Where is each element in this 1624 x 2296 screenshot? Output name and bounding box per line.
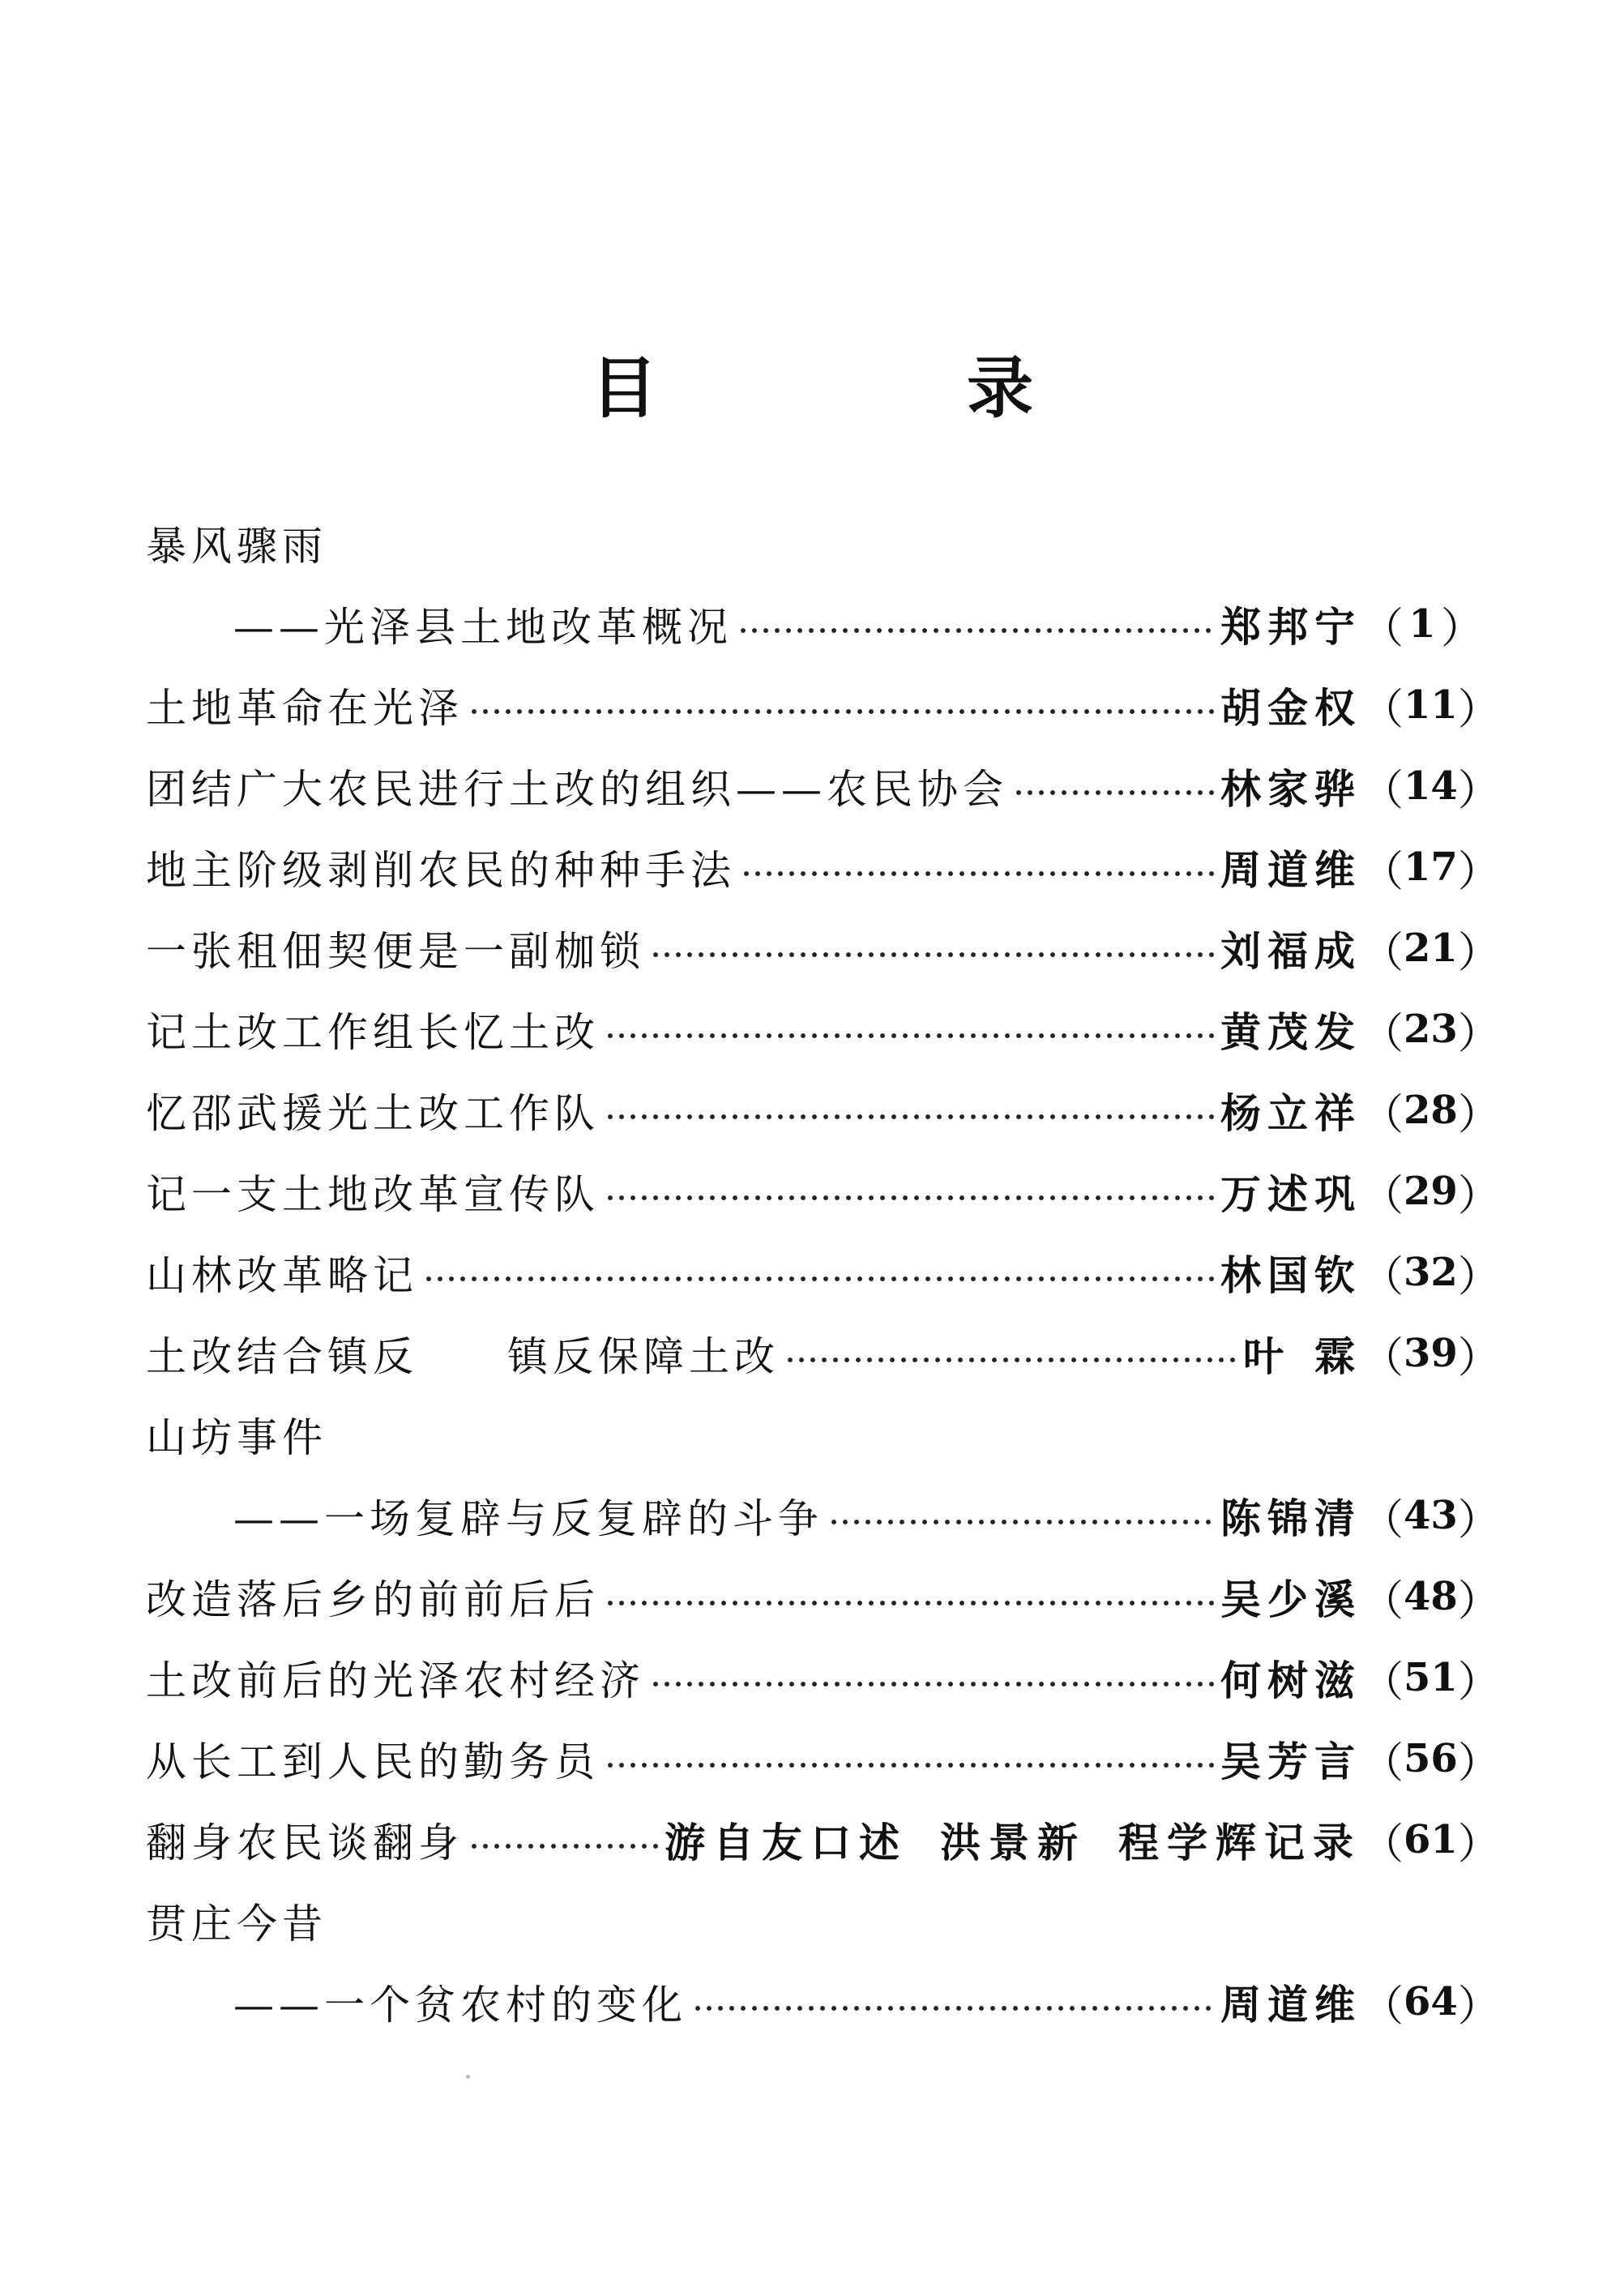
toc-entry[interactable] [146,1151,1500,1232]
toc-entry-page: （ 17 ） [1361,844,1500,896]
leader-dots [605,1193,1216,1203]
toc-entry[interactable] [146,1070,1500,1151]
toc-heading-title: 山坊事件 [146,1414,327,1461]
toc-entry-author: 周道维 [1220,1981,1361,2029]
toc-heading-title: 贯庄今昔 [146,1901,327,1948]
toc-entry-title: 一张租佃契便是一副枷锁 [146,928,645,975]
toc-entry-page: （ 39 ） [1361,1331,1500,1383]
toc-entry-title: 土改结合镇反 镇反保障土改 [146,1333,780,1380]
toc-entry-page: （ 1 ） [1361,601,1483,653]
toc-entry-author: 陈锦清 [1220,1494,1361,1542]
toc-entry-title: 山林改革略记 [146,1252,418,1299]
toc-entry-author: 杨立祥 [1220,1089,1361,1137]
leader-dots [741,869,1216,879]
toc-entry-title: ——光泽县土地改革概况 [233,604,733,651]
toc-entry[interactable] [146,1556,1500,1637]
toc-entry-page: （ 29 ） [1361,1169,1500,1221]
toc-heading-title: 暴风骤雨 [146,523,327,570]
toc-entry-title: 记土改工作组长忆土改 [146,1009,600,1056]
toc-heading [146,502,1483,584]
toc-entry-page: （ 56 ） [1361,1736,1500,1788]
toc-entry-page: （ 23 ） [1361,1007,1500,1058]
toc-entry-page: （ 51 ） [1361,1655,1500,1707]
toc-entry[interactable] [146,827,1500,908]
toc-entry[interactable] [146,1799,1500,1880]
toc-entry-title: 地主阶级剥削农民的种种手法 [146,847,736,894]
toc-entry-title: 改造落后乡的前前后后 [146,1576,600,1623]
toc-heading [146,1394,1483,1475]
toc-entry-title: 忆邵武援光土改工作队 [146,1090,600,1137]
toc-entry[interactable] [146,1718,1500,1799]
leader-dots [650,1679,1216,1689]
leader-dots [784,1355,1238,1365]
toc-entry-page: （ 43 ） [1361,1493,1500,1545]
toc-entry-title: 土改前后的光泽农村经济 [146,1657,645,1704]
scan-speck [466,2075,470,2079]
toc-entry[interactable] [146,989,1500,1070]
toc-entry-author: 刘福成 [1220,927,1361,975]
leader-dots [605,1031,1216,1041]
toc-entry-page: （ 14 ） [1361,763,1500,815]
leader-dots [828,1517,1216,1527]
table-of-contents [146,502,1500,2042]
toc-entry-author: 胡金权 [1220,684,1361,732]
toc-entry-page: （ 61 ） [1361,1817,1500,1869]
toc-entry-page: （ 21 ） [1361,926,1500,977]
leader-dots [468,707,1216,716]
toc-entry-author: 林家骅 [1220,765,1361,813]
toc-entry-title: 从长工到人民的勤务员 [146,1738,600,1785]
leader-dots [423,1274,1216,1284]
toc-entry-page: （ 32 ） [1361,1250,1500,1302]
toc-entry-author: 何树滋 [1220,1657,1361,1704]
leader-dots [605,1598,1216,1608]
toc-entry-page: （ 64 ） [1361,1979,1500,2031]
toc-entry[interactable] [146,1313,1500,1394]
toc-entry[interactable] [146,746,1500,827]
toc-entry[interactable] [146,665,1500,746]
toc-entry-page: （ 48 ） [1361,1574,1500,1626]
toc-entry-author: 林国钦 [1220,1251,1361,1299]
toc-entry-page: （ 28 ） [1361,1088,1500,1139]
leader-dots [650,950,1216,960]
toc-entry-title: 翻身农民谈翻身 [146,1819,464,1866]
toc-entry-author: 万述巩 [1220,1170,1361,1218]
toc-heading [146,1880,1483,1961]
toc-entry[interactable] [146,1232,1500,1313]
toc-entry[interactable] [146,1961,1500,2042]
toc-entry[interactable] [146,584,1483,665]
toc-entry-contributors: 游自友口述 洪景新 程学辉记录 [665,1819,1361,1866]
toc-entry-title: 记一支土地改革宣传队 [146,1171,600,1218]
leader-dots [468,1841,660,1851]
toc-entry-title: 土地革命在光泽 [146,685,464,732]
toc-entry-author: 郑邦宁 [1220,603,1361,651]
toc-entry-title: ——一场复辟与反复辟的斗争 [233,1495,823,1542]
toc-entry-title: 团结广大农民进行土改的组织——农民协会 [146,766,1008,813]
leader-dots [1013,788,1216,797]
toc-entry-title: ——一个贫农村的变化 [233,1982,687,2029]
toc-entry-author: 吴芳言 [1220,1738,1361,1785]
toc-entry[interactable] [146,1637,1500,1718]
leader-dots [605,1112,1216,1122]
toc-entry-author: 叶霖 [1243,1332,1361,1380]
leader-dots [692,2003,1216,2013]
toc-entry[interactable] [146,1475,1500,1556]
toc-entry-author: 周道维 [1220,846,1361,894]
toc-entry-page: （ 11 ） [1361,682,1500,734]
page-title: 目 录 [590,350,1155,427]
toc-entry-author: 黄茂发 [1220,1008,1361,1056]
leader-dots [737,626,1216,635]
leader-dots [605,1760,1216,1770]
toc-entry-author: 吴少溪 [1220,1576,1361,1623]
toc-entry[interactable] [146,908,1500,989]
